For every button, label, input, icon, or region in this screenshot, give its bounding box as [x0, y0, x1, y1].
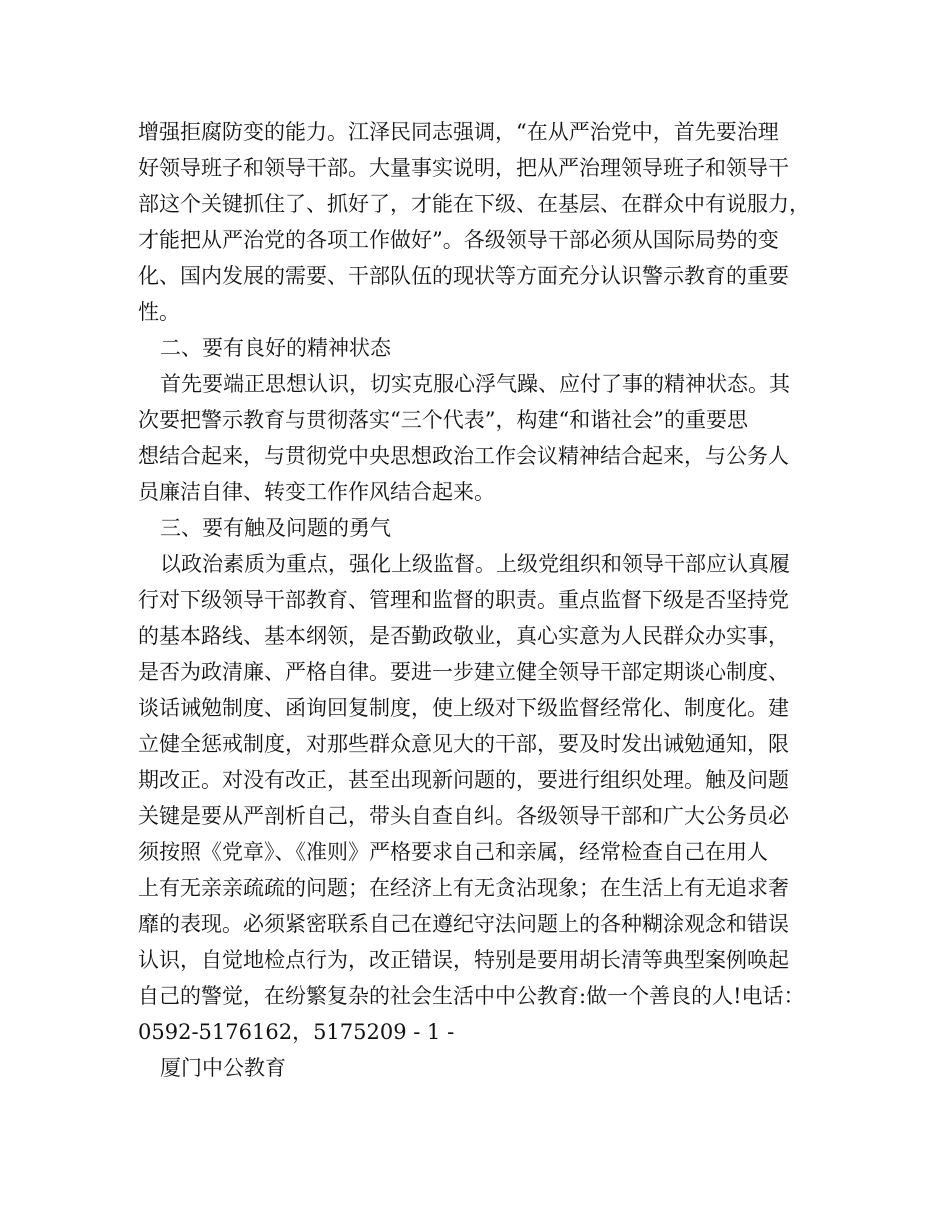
text-line-11: 员廉洁自律、转变工作作风结合起来。 [138, 480, 495, 504]
text-line-19: 期改正。对没有改正，甚至出现新问题的，要进行组织处理。触及问题 [138, 768, 789, 792]
text-line-4: 才能把从严治党的各项工作做好”。各级领导干部必须从国际局势的变 [138, 228, 779, 252]
text-line-5: 化、国内发展的需要、干部队伍的现状等方面充分认识警示教育的重要 [138, 264, 789, 288]
text-line-25: 自己的警觉，在纷繁复杂的社会生活中中公教育:做一个善良的人!电话： [138, 984, 805, 1008]
text-line-17: 谈话诫勉制度、函询回复制度，使上级对下级监督经常化、制度化。建 [138, 696, 789, 720]
text-line-16: 是否为政清廉、严格自律。要进一步建立健全领导干部定期谈心制度、 [138, 660, 789, 684]
text-line-22: 上有无亲亲疏疏的问题；在经济上有无贪沾现象；在生活上有无追求奢 [138, 876, 789, 900]
footer-phone-line: 0592-5176162，5175209 - 1 - [138, 1020, 455, 1044]
text-line-13: 以政治素质为重点，强化上级监督。上级党组织和领导干部应认真履 [160, 552, 790, 576]
text-line-8: 首先要端正思想认识，切实克服心浮气躁、应付了事的精神状态。其 [160, 372, 790, 396]
text-line-21: 须按照《党章》、《准则》严格要求自己和亲属，经常检查自己在用人 [138, 840, 768, 864]
text-line-10: 想结合起来，与贯彻党中央思想政治工作会议精神结合起来，与公务人 [138, 444, 789, 468]
text-line-6: 性。 [138, 300, 180, 324]
text-line-18: 立健全惩戒制度，对那些群众意见大的干部，要及时发出诫勉通知，限 [138, 732, 789, 756]
text-line-23: 靡的表现。必须紧密联系自己在遵纪守法问题上的各种糊涂观念和错误 [138, 912, 789, 936]
section-heading-3: 三、要有触及问题的勇气 [160, 516, 391, 540]
footer-organization: 厦门中公教育 [160, 1056, 286, 1080]
text-line-1: 增强拒腐防变的能力。江泽民同志强调，“在从严治党中，首先要治理 [138, 120, 779, 144]
text-line-3: 部这个关键抓住了、抓好了，才能在下级、在基层、在群众中有说服力， [138, 192, 810, 216]
text-line-20: 关键是要从严剖析自己，带头自查自纠。各级领导干部和广大公务员必 [138, 804, 789, 828]
section-heading-2: 二、要有良好的精神状态 [160, 336, 391, 360]
text-line-14: 行对下级领导干部教育、管理和监督的职责。重点监督下级是否坚持党 [138, 588, 789, 612]
text-line-2: 好领导班子和领导干部。大量事实说明，把从严治理领导班子和领导干 [138, 156, 789, 180]
text-line-9: 次要把警示教育与贯彻落实“三个代表”，构建“和谐社会”的重要思 [138, 408, 748, 432]
text-line-15: 的基本路线、基本纲领，是否勤政敬业，真心实意为人民群众办实事， [138, 624, 789, 648]
text-line-24: 认识，自觉地检点行为，改正错误，特别是要用胡长清等典型案例唤起 [138, 948, 789, 972]
